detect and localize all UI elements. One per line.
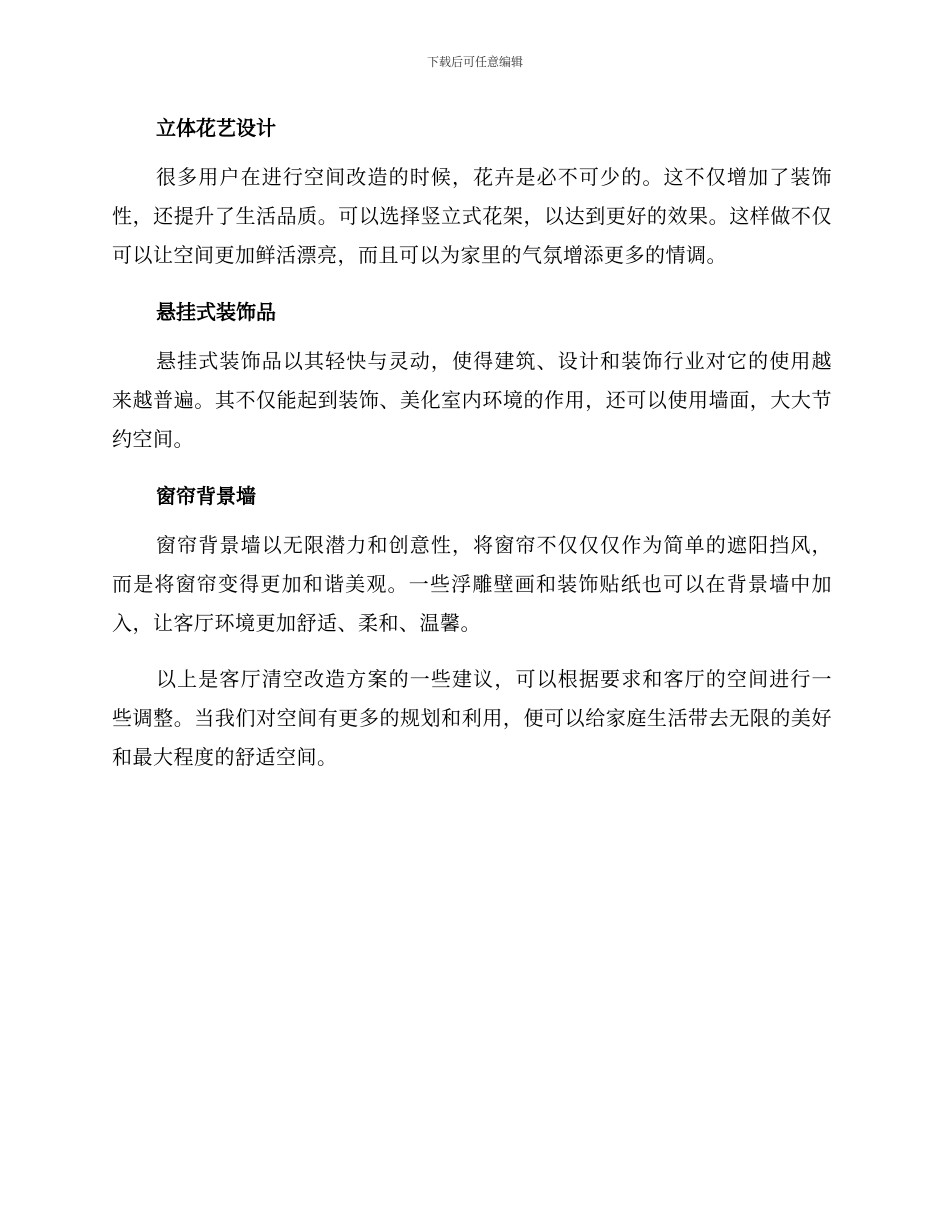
spacer bbox=[112, 275, 832, 292]
section-heading-curtain-wall: 窗帘背景墙 bbox=[156, 484, 256, 508]
spacer bbox=[112, 332, 832, 342]
section-paragraph-hanging-decor: 悬挂式装饰品以其轻快与灵动，使得建筑、设计和装饰行业对它的使用越来越普遍。其不仅能起到装饰、美化室内环境的作用，还可以使用墙面，大大节约空间。 bbox=[112, 349, 832, 451]
section-paragraph-floral-design: 很多用户在进行空间改造的时候，花卉是必不可少的。这不仅增加了装饰性，还提升了生活品质。可以选择竖立式花架，以达到更好的效果。这样做不仅可以让空间更加鲜活漂亮，而且可以为家里的气氛增添更多的情调。 bbox=[112, 165, 832, 267]
section-heading-floral-design: 立体花艺设计 bbox=[156, 116, 276, 140]
section-paragraph-curtain-wall: 窗帘背景墙以无限潜力和创意性，将窗帘不仅仅仅作为简单的遮阳挡风，而是将窗帘变得更加和谐美观。一些浮雕壁画和装饰贴纸也可以在背景墙中加入，让客厅环境更加舒适、柔和、温馨。 bbox=[112, 533, 832, 635]
spacer bbox=[112, 643, 832, 660]
section-heading-hanging-decor: 悬挂式装饰品 bbox=[156, 300, 276, 324]
document-body bbox=[112, 108, 832, 777]
spacer bbox=[112, 459, 832, 476]
conclusion-paragraph: 以上是客厅清空改造方案的一些建议，可以根据要求和客厅的空间进行一些调整。当我们对空间有更多的规划和利用，便可以给家庭生活带去无限的美好和最大程度的舒适空间。 bbox=[112, 667, 832, 769]
spacer bbox=[112, 516, 832, 526]
page-header: 下载后可任意编辑 bbox=[426, 55, 523, 69]
spacer bbox=[112, 148, 832, 158]
